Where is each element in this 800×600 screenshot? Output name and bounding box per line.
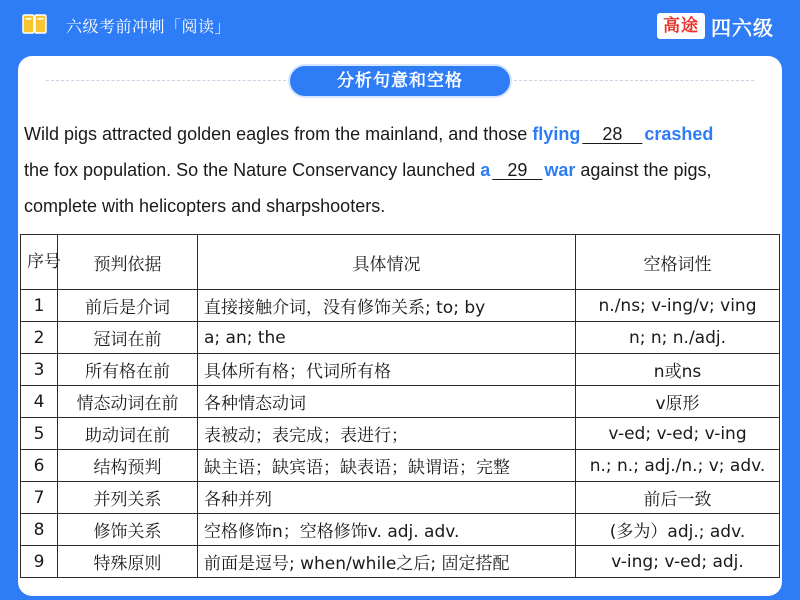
cell-pos: v-ing; v-ed; adj. xyxy=(576,546,780,578)
cell-detail: 表被动；表完成；表进行； xyxy=(198,418,576,450)
cell-num: 5 xyxy=(21,418,58,450)
cell-detail: 缺主语；缺宾语；缺表语；缺谓语；完整 xyxy=(198,450,576,482)
cell-num: 1 xyxy=(21,290,58,322)
passage xyxy=(24,116,784,224)
cell-pos: n.; n.; adj./n.; v; adv. xyxy=(576,450,780,482)
keyword-crashed: crashed xyxy=(644,124,714,144)
cell-basis: 修饰关系 xyxy=(58,514,198,546)
keyword-flying: flying xyxy=(532,124,581,144)
brand-logo xyxy=(657,12,774,40)
table-row xyxy=(21,514,780,546)
header-pos: 空格词性 xyxy=(576,235,780,290)
header-title: 六级考前冲刺「阅读」 xyxy=(66,17,232,36)
table-row xyxy=(21,418,780,450)
cell-num: 4 xyxy=(21,386,58,418)
section-title: 分析句意和空格 xyxy=(288,64,512,98)
blank-28: 28 xyxy=(602,124,623,144)
cell-basis: 特殊原则 xyxy=(58,546,198,578)
cell-detail: 各种并列 xyxy=(198,482,576,514)
cell-basis: 情态动词在前 xyxy=(58,386,198,418)
passage-text: Wild pigs attracted golden eagles from the mainland, and those xyxy=(24,124,533,144)
cell-basis: 冠词在前 xyxy=(58,322,198,354)
cell-num: 7 xyxy=(21,482,58,514)
table-row xyxy=(21,290,780,322)
cell-num: 9 xyxy=(21,546,58,578)
table-row xyxy=(21,450,780,482)
table-row xyxy=(21,386,780,418)
cell-basis: 所有格在前 xyxy=(58,354,198,386)
prediction-table xyxy=(20,234,780,578)
passage-text: the fox population. So the Nature Conservancy launched xyxy=(24,160,481,180)
keyword-war: war xyxy=(544,160,576,180)
cell-num: 3 xyxy=(21,354,58,386)
brand-logo-box: 高途 xyxy=(657,13,705,39)
top-bar xyxy=(0,0,800,52)
cell-detail: a; an; the xyxy=(198,322,576,354)
table-row xyxy=(21,322,780,354)
cell-pos: 前后一致 xyxy=(576,482,780,514)
cell-detail: 各种情态动词 xyxy=(198,386,576,418)
cell-pos: n或ns xyxy=(576,354,780,386)
cell-basis: 前后是介词 xyxy=(58,290,198,322)
passage-line-1 xyxy=(24,116,784,152)
passage-line-3 xyxy=(24,188,784,224)
table-row xyxy=(21,482,780,514)
table-row xyxy=(21,354,780,386)
cell-basis: 助动词在前 xyxy=(58,418,198,450)
cell-basis: 结构预判 xyxy=(58,450,198,482)
table-body xyxy=(21,290,780,578)
divider-left xyxy=(46,80,286,81)
cell-pos: n; n; n./adj. xyxy=(576,322,780,354)
content-card xyxy=(18,56,782,596)
table-header-row xyxy=(21,235,780,290)
cell-pos: v原形 xyxy=(576,386,780,418)
book-icon xyxy=(22,13,48,35)
header-basis: 预判依据 xyxy=(58,235,198,290)
cell-basis: 并列关系 xyxy=(58,482,198,514)
cell-pos: (多为）adj.; adv. xyxy=(576,514,780,546)
keyword-a: a xyxy=(480,160,491,180)
cell-detail: 前面是逗号; when/while之后; 固定搭配 xyxy=(198,546,576,578)
cell-num: 8 xyxy=(21,514,58,546)
header-num: 序号 xyxy=(21,235,58,290)
cell-pos: n./ns; v-ing/v; ving xyxy=(576,290,780,322)
passage-text: complete with helicopters and sharpshooters. xyxy=(24,196,386,216)
cell-num: 6 xyxy=(21,450,58,482)
divider-right xyxy=(514,80,754,81)
cell-detail: 具体所有格；代词所有格 xyxy=(198,354,576,386)
cell-num: 2 xyxy=(21,322,58,354)
brand-logo-text: 四六级 xyxy=(711,15,774,40)
blank-29: 29 xyxy=(507,160,528,180)
table-row xyxy=(21,546,780,578)
cell-detail: 空格修饰n；空格修饰v. adj. adv. xyxy=(198,514,576,546)
cell-pos: v-ed; v-ed; v-ing xyxy=(576,418,780,450)
passage-line-2 xyxy=(24,152,784,188)
header-detail: 具体情况 xyxy=(198,235,576,290)
passage-text: against the pigs, xyxy=(575,160,712,180)
cell-detail: 直接接触介词，没有修饰关系; to; by xyxy=(198,290,576,322)
